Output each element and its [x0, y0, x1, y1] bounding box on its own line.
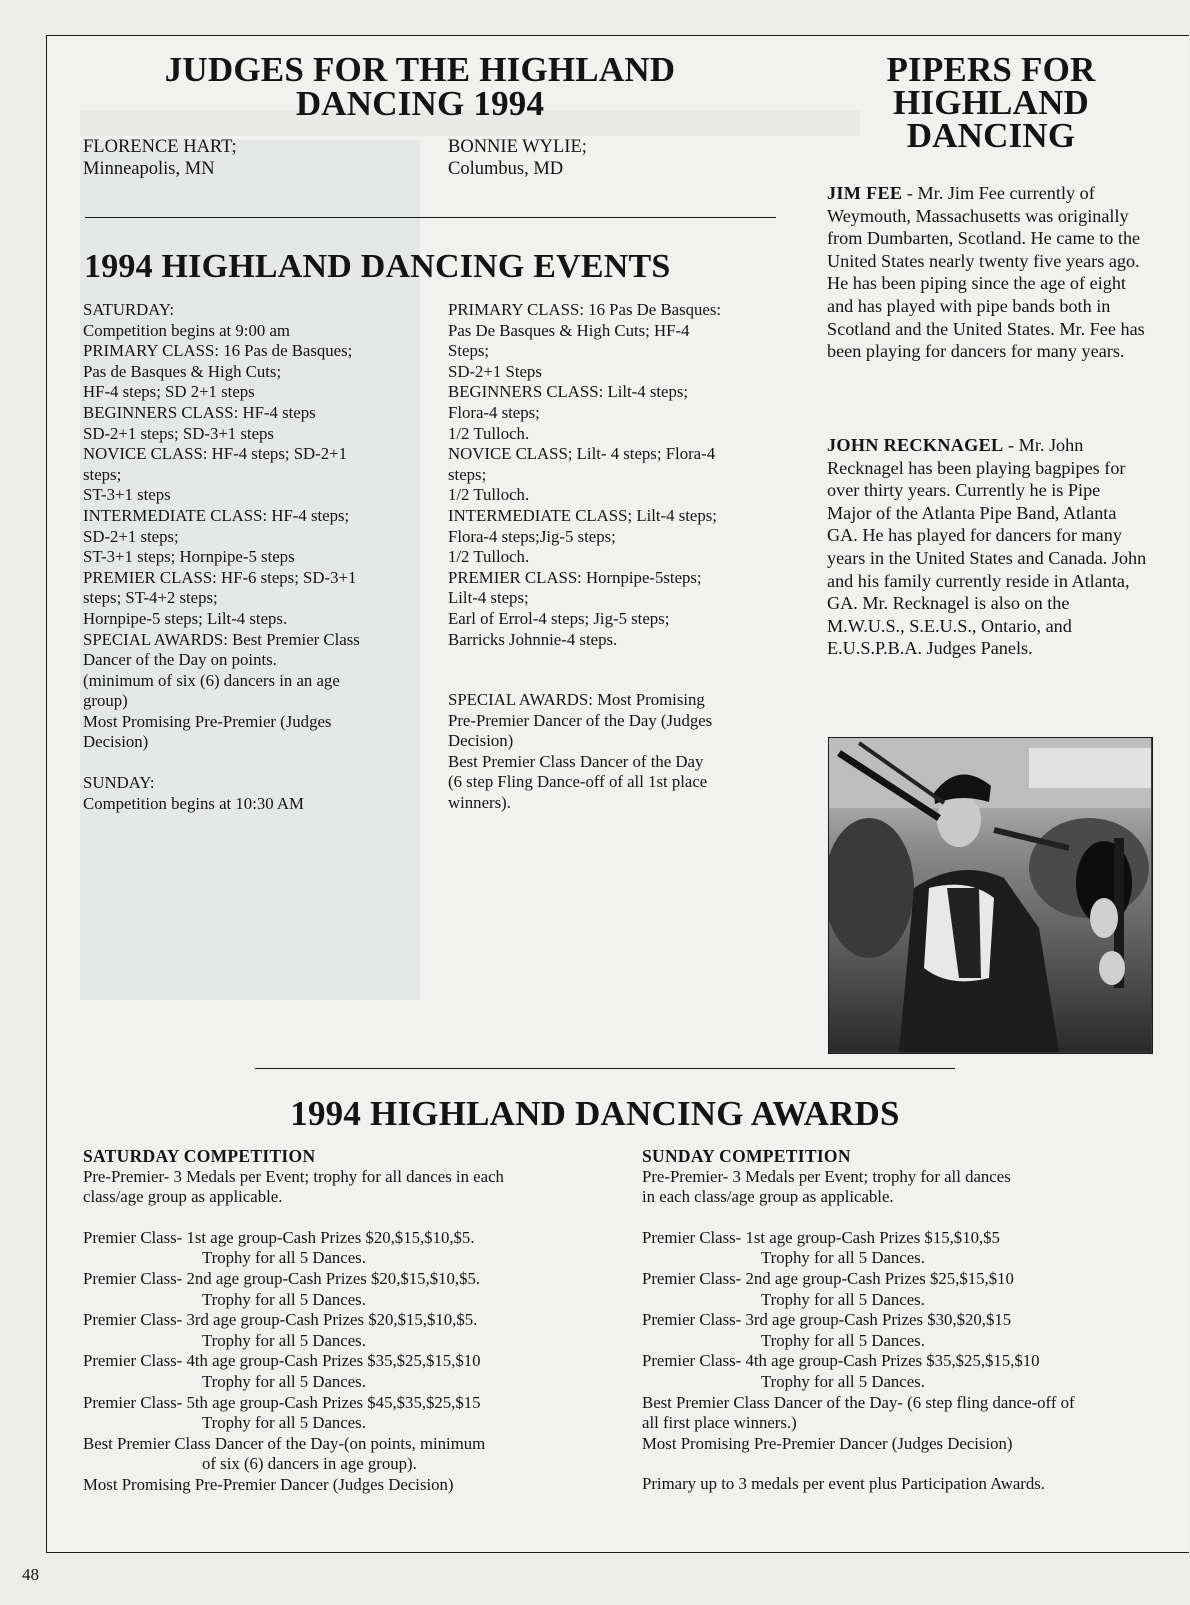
award-line: Pre-Premier- 3 Medals per Event; trophy for all dances in each — [83, 1166, 504, 1186]
page-number: 48 — [22, 1565, 39, 1584]
text-line: Hornpipe-5 steps; Lilt-4 steps. — [83, 608, 288, 628]
judges-title: JUDGES FOR THE HIGHLAND DANCING 1994 — [164, 50, 676, 123]
text-line: Lilt-4 steps; — [448, 588, 529, 608]
awards-saturday-heading: SATURDAY COMPETITION — [83, 1146, 316, 1166]
bagpiper-photo — [828, 737, 1153, 1054]
piper-name: JOHN RECKNAGEL — [827, 435, 1004, 455]
pipers-title: PIPERS FOR HIGHLAND DANCING — [886, 50, 1096, 155]
text-line: SD-2+1 steps; — [83, 526, 179, 546]
text-line: INTERMEDIATE CLASS; Lilt-4 steps; — [448, 505, 717, 525]
awards-sunday — [642, 1146, 1177, 1495]
text-line: Pas De Basques & High Cuts; HF-4 — [448, 320, 690, 340]
events-sunday-column — [448, 300, 798, 814]
award-line: in each class/age group as applicable. — [642, 1187, 894, 1207]
text-line: NOVICE CLASS; Lilt- 4 steps; Flora-4 — [448, 444, 716, 464]
text-line: Decision) — [83, 732, 149, 752]
text-line: SPECIAL AWARDS: Best Premier Class — [83, 629, 360, 649]
award-line: Pre-Premier- 3 Medals per Event; trophy for all dances — [642, 1166, 1011, 1186]
award-line: Trophy for all 5 Dances. — [761, 1371, 925, 1391]
divider-top — [85, 217, 776, 218]
judge-bonnie-wylie: BONNIE WYLIE; Columbus, MD — [448, 137, 587, 179]
text-line: Flora-4 steps;Jig-5 steps; — [448, 526, 616, 546]
text-line: BEGINNERS CLASS: Lilt-4 steps; — [448, 382, 689, 402]
text-line: Decision) — [448, 731, 514, 751]
line-gap — [642, 1208, 1177, 1228]
text-line: PRIMARY CLASS: 16 Pas de Basques; — [83, 341, 353, 361]
text-line: Best Premier Class Dancer of the Day — [448, 751, 704, 771]
text-line: Competition begins at 10:30 AM — [83, 793, 304, 813]
text-line: 1/2 Tulloch. — [448, 485, 530, 505]
line-gap — [642, 1454, 1177, 1474]
text-line: Pas de Basques & High Cuts; — [83, 361, 282, 381]
award-line: Premier Class- 2nd age group-Cash Prizes $25,$15,$10 — [642, 1268, 1014, 1288]
award-line: Premier Class- 3rd age group-Cash Prizes $30,$20,$15 — [642, 1310, 1012, 1330]
line-gap — [83, 1208, 623, 1228]
award-line: Trophy for all 5 Dances. — [202, 1330, 366, 1350]
text-line: PREMIER CLASS: HF-6 steps; SD-3+1 — [83, 567, 357, 587]
judge-florence-hart: FLORENCE HART; Minneapolis, MN — [83, 137, 237, 179]
text-line: Flora-4 steps; — [448, 402, 540, 422]
text-line: SD-2+1 Steps — [448, 361, 542, 381]
award-line: Trophy for all 5 Dances. — [202, 1371, 366, 1391]
award-line: of six (6) dancers in age group). — [202, 1454, 417, 1474]
award-line: Trophy for all 5 Dances. — [761, 1289, 925, 1309]
award-line: Best Premier Class Dancer of the Day- (6 step fling dance-off of — [642, 1392, 1075, 1412]
piper-bio-john-recknagel: JOHN RECKNAGEL - Mr. John Recknagel has been playing bagpipes for over thirty years. Currently he is Pipe Major of the Atlanta Pipe Band, Atlanta GA. He has played for dancers for many years in the United States and Canada. John and his family currently reside in Atlanta, GA. Mr. Recknagel is also on the M.W.U.S., S.E.U.S., Ontario, and E.U.S.P.B.A. Judges Panels. — [827, 435, 1147, 659]
awards-title: 1994 HIGHLAND DANCING AWARDS — [290, 1094, 900, 1133]
line-gap — [448, 650, 798, 670]
text-line: SD-2+1 steps; SD-3+1 steps — [83, 423, 274, 443]
text-line: steps; — [448, 464, 487, 484]
text-line: ST-3+1 steps; Hornpipe-5 steps — [83, 547, 295, 567]
text-line: steps; ST-4+2 steps; — [83, 588, 218, 608]
text-line: (minimum of six (6) dancers in an age — [83, 670, 340, 690]
line-gap — [83, 753, 428, 773]
text-line: (6 step Fling Dance-off of all 1st place — [448, 772, 708, 792]
award-line: Premier Class- 5th age group-Cash Prizes $45,$35,$25,$15 — [83, 1392, 481, 1412]
award-line: Trophy for all 5 Dances. — [202, 1289, 366, 1309]
text-line: Barricks Johnnie-4 steps. — [448, 629, 618, 649]
award-line: all first place winners.) — [642, 1413, 797, 1433]
award-line: Premier Class- 2nd age group-Cash Prizes $20,$15,$10,$5. — [83, 1268, 481, 1288]
award-line: Best Premier Class Dancer of the Day-(on points, minimum — [83, 1433, 486, 1453]
text-line: Pre-Premier Dancer of the Day (Judges — [448, 710, 713, 730]
text-line: ST-3+1 steps — [83, 485, 171, 505]
events-title: 1994 HIGHLAND DANCING EVENTS — [84, 248, 671, 285]
award-line: Trophy for all 5 Dances. — [761, 1248, 925, 1268]
divider-bottom — [255, 1068, 955, 1069]
text-line: 1/2 Tulloch. — [448, 423, 530, 443]
award-line: Trophy for all 5 Dances. — [202, 1413, 366, 1433]
text-line: SUNDAY: — [83, 773, 155, 793]
text-line: 1/2 Tulloch. — [448, 547, 530, 567]
awards-saturday — [83, 1146, 623, 1496]
award-line: Premier Class- 1st age group-Cash Prizes $15,$10,$5 — [642, 1227, 1000, 1247]
award-line: Premier Class- 3rd age group-Cash Prizes $20,$15,$10,$5. — [83, 1310, 478, 1330]
award-line: Trophy for all 5 Dances. — [761, 1330, 925, 1350]
award-line: class/age group as applicable. — [83, 1187, 283, 1207]
text-line: winners). — [448, 793, 511, 813]
text-line: NOVICE CLASS: HF-4 steps; SD-2+1 — [83, 444, 348, 464]
text-line: PREMIER CLASS: Hornpipe-5steps; — [448, 567, 702, 587]
award-line: Primary up to 3 medals per event plus Participation Awards. — [642, 1474, 1045, 1494]
piper-name: JIM FEE — [827, 183, 903, 203]
award-line: Premier Class- 1st age group-Cash Prizes $20,$15,$10,$5. — [83, 1227, 475, 1247]
text-line: HF-4 steps; SD 2+1 steps — [83, 382, 255, 402]
text-line: Competition begins at 9:00 am — [83, 320, 290, 340]
award-line: Most Promising Pre-Premier Dancer (Judges Decision) — [642, 1433, 1013, 1453]
award-line: Premier Class- 4th age group-Cash Prizes $35,$25,$15,$10 — [642, 1351, 1040, 1371]
text-line: PRIMARY CLASS: 16 Pas De Basques: — [448, 300, 722, 319]
piper-bio-jim-fee: JIM FEE - Mr. Jim Fee currently of Weymouth, Massachusetts was originally from Dumbarten, Scotland. He came to the United States nearly twenty five years ago. He has been piping since the age of eight and has played with pipe bands both in Scotland and the United States. Mr. Fee has been playing for dancers for many years. — [827, 183, 1145, 362]
text-line: Most Promising Pre-Premier (Judges — [83, 711, 332, 731]
events-saturday-column — [83, 300, 428, 814]
award-line: Most Promising Pre-Premier Dancer (Judges Decision) — [83, 1474, 454, 1494]
text-line: group) — [83, 691, 128, 711]
text-line: SPECIAL AWARDS: Most Promising — [448, 690, 705, 710]
text-line: steps; — [83, 464, 122, 484]
text-line: INTERMEDIATE CLASS: HF-4 steps; — [83, 505, 350, 525]
text-line: Dancer of the Day on points. — [83, 650, 277, 670]
award-line: Trophy for all 5 Dances. — [202, 1248, 366, 1268]
text-line: SATURDAY: — [83, 300, 175, 319]
award-line: Premier Class- 4th age group-Cash Prizes $35,$25,$15,$10 — [83, 1351, 481, 1371]
text-line: BEGINNERS CLASS: HF-4 steps — [83, 402, 316, 422]
text-line: Earl of Errol-4 steps; Jig-5 steps; — [448, 608, 670, 628]
awards-sunday-heading: SUNDAY COMPETITION — [642, 1146, 851, 1166]
text-line: Steps; — [448, 341, 490, 361]
line-gap — [448, 670, 798, 690]
